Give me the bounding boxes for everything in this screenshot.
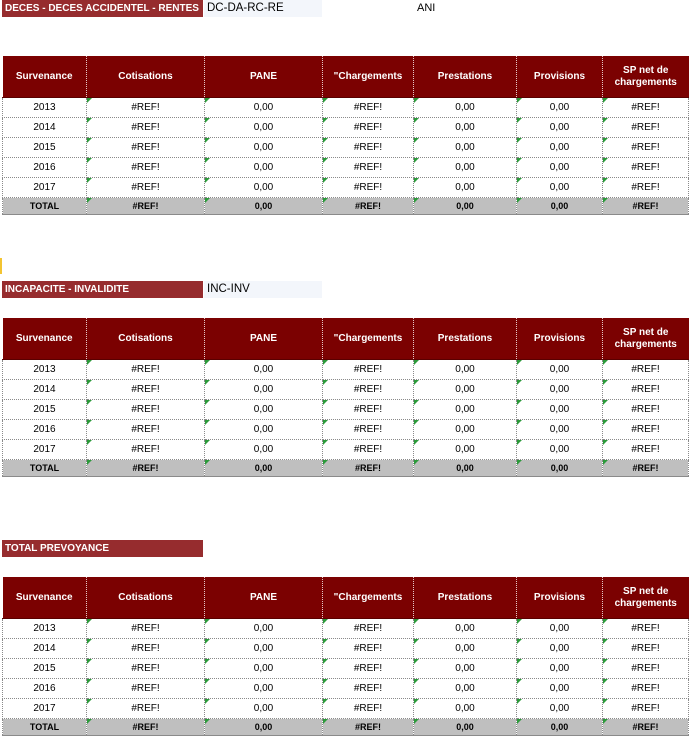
table-incapacite xyxy=(2,318,689,477)
table-cell[interactable]: 0,00 xyxy=(205,118,323,138)
total-cell[interactable]: TOTAL xyxy=(3,198,87,215)
table-cell[interactable]: #REF! xyxy=(87,440,205,460)
table-cell[interactable]: 2015 xyxy=(3,659,87,679)
table-cell[interactable]: 2013 xyxy=(3,619,87,639)
table-cell[interactable]: 2015 xyxy=(3,138,87,158)
column-header-0[interactable]: Survenance xyxy=(3,577,87,619)
table-cell[interactable]: 0,00 xyxy=(414,380,517,400)
total-cell[interactable]: #REF! xyxy=(323,198,414,215)
table-row xyxy=(3,360,689,380)
total-cell[interactable]: 0,00 xyxy=(517,198,603,215)
table-cell[interactable]: 0,00 xyxy=(205,639,323,659)
section-title-deces[interactable]: DECES - DECES ACCIDENTEL - RENTES xyxy=(2,0,203,17)
table-cell[interactable]: #REF! xyxy=(87,360,205,380)
table-cell[interactable]: #REF! xyxy=(87,659,205,679)
column-header-0[interactable]: Survenance xyxy=(3,56,87,98)
total-cell[interactable]: 0,00 xyxy=(517,719,603,736)
total-cell[interactable]: 0,00 xyxy=(205,198,323,215)
total-cell[interactable]: TOTAL xyxy=(3,719,87,736)
table-cell[interactable]: 0,00 xyxy=(414,138,517,158)
table-cell[interactable]: #REF! xyxy=(603,420,689,440)
table-cell[interactable]: 0,00 xyxy=(517,360,603,380)
table-row xyxy=(3,178,689,198)
table-cell[interactable]: 2013 xyxy=(3,360,87,380)
table-cell[interactable]: 0,00 xyxy=(414,639,517,659)
column-header-5[interactable]: Provisions xyxy=(517,318,603,360)
table-cell[interactable]: 0,00 xyxy=(205,400,323,420)
table-header-row xyxy=(3,56,689,98)
table-cell[interactable]: 0,00 xyxy=(205,619,323,639)
total-row xyxy=(3,460,689,477)
table-cell[interactable]: 0,00 xyxy=(517,380,603,400)
table-cell[interactable]: #REF! xyxy=(87,639,205,659)
table-cell[interactable]: #REF! xyxy=(603,400,689,420)
total-cell[interactable]: #REF! xyxy=(323,719,414,736)
column-header-3[interactable]: "Chargements xyxy=(323,56,414,98)
table-cell[interactable]: #REF! xyxy=(87,118,205,138)
table-cell[interactable]: 0,00 xyxy=(414,400,517,420)
column-header-4[interactable]: Prestations xyxy=(414,577,517,619)
column-header-5[interactable]: Provisions xyxy=(517,56,603,98)
table-row xyxy=(3,380,689,400)
table-cell[interactable]: 0,00 xyxy=(414,98,517,118)
table-cell[interactable]: 2016 xyxy=(3,158,87,178)
table-cell[interactable]: 0,00 xyxy=(517,158,603,178)
total-cell[interactable]: TOTAL xyxy=(3,460,87,477)
table-cell[interactable]: #REF! xyxy=(603,360,689,380)
table-cell[interactable]: 0,00 xyxy=(517,400,603,420)
table-row xyxy=(3,639,689,659)
table-cell[interactable]: 0,00 xyxy=(205,440,323,460)
table-cell[interactable]: #REF! xyxy=(603,639,689,659)
table-cell[interactable]: #REF! xyxy=(603,679,689,699)
column-header-6[interactable]: SP net de chargements xyxy=(603,56,689,98)
table-cell[interactable]: #REF! xyxy=(323,420,414,440)
table-cell[interactable]: #REF! xyxy=(323,639,414,659)
total-row xyxy=(3,198,689,215)
table-cell[interactable]: 0,00 xyxy=(517,118,603,138)
table-cell[interactable]: #REF! xyxy=(323,178,414,198)
table-cell[interactable]: 0,00 xyxy=(414,118,517,138)
table-cell[interactable]: 0,00 xyxy=(517,699,603,719)
table-cell[interactable]: 2016 xyxy=(3,679,87,699)
table-cell[interactable]: #REF! xyxy=(603,178,689,198)
column-header-2[interactable]: PANE xyxy=(205,56,323,98)
table-cell[interactable]: 0,00 xyxy=(517,98,603,118)
section-title-incapacite[interactable]: INCAPACITE - INVALIDITE xyxy=(2,281,203,298)
table-row xyxy=(3,98,689,118)
table-cell[interactable]: 0,00 xyxy=(205,380,323,400)
total-cell[interactable]: 0,00 xyxy=(517,460,603,477)
table-cell[interactable]: 0,00 xyxy=(205,138,323,158)
table-cell[interactable]: #REF! xyxy=(603,138,689,158)
column-header-2[interactable]: PANE xyxy=(205,577,323,619)
section-code-incapacite[interactable]: INC-INV xyxy=(204,281,322,298)
table-cell[interactable]: 0,00 xyxy=(205,178,323,198)
table-cell[interactable]: 2014 xyxy=(3,118,87,138)
table-cell[interactable]: #REF! xyxy=(87,138,205,158)
column-header-4[interactable]: Prestations xyxy=(414,318,517,360)
total-cell[interactable]: #REF! xyxy=(87,719,205,736)
table-cell[interactable]: 0,00 xyxy=(205,98,323,118)
table-cell[interactable]: #REF! xyxy=(323,158,414,178)
table-cell[interactable]: #REF! xyxy=(323,679,414,699)
table-cell[interactable]: #REF! xyxy=(323,659,414,679)
table-cell[interactable]: #REF! xyxy=(87,178,205,198)
table-cell[interactable]: 0,00 xyxy=(414,440,517,460)
table-cell[interactable]: #REF! xyxy=(87,619,205,639)
table-cell[interactable]: #REF! xyxy=(603,158,689,178)
table-cell[interactable]: #REF! xyxy=(603,98,689,118)
table-cell[interactable]: 0,00 xyxy=(414,178,517,198)
table-row xyxy=(3,400,689,420)
total-cell[interactable]: 0,00 xyxy=(205,460,323,477)
table-cell[interactable]: 0,00 xyxy=(414,699,517,719)
table-cell[interactable]: 0,00 xyxy=(517,178,603,198)
total-cell[interactable]: #REF! xyxy=(603,198,689,215)
table-cell[interactable]: 0,00 xyxy=(517,138,603,158)
table-cell[interactable]: #REF! xyxy=(323,619,414,639)
table-row xyxy=(3,699,689,719)
table-cell[interactable]: 2014 xyxy=(3,639,87,659)
table-cell[interactable]: 2014 xyxy=(3,380,87,400)
table-cell[interactable]: 0,00 xyxy=(414,659,517,679)
table-cell[interactable]: #REF! xyxy=(603,380,689,400)
table-cell[interactable]: #REF! xyxy=(603,659,689,679)
table-cell[interactable]: 0,00 xyxy=(517,679,603,699)
column-header-1[interactable]: Cotisations xyxy=(87,318,205,360)
table-cell[interactable]: #REF! xyxy=(323,400,414,420)
total-cell[interactable]: #REF! xyxy=(323,460,414,477)
total-cell[interactable]: 0,00 xyxy=(414,198,517,215)
table-total-prevoyance xyxy=(2,577,689,736)
table-cell[interactable]: 0,00 xyxy=(205,420,323,440)
table-row xyxy=(3,118,689,138)
total-cell[interactable]: #REF! xyxy=(87,460,205,477)
section-title-total-prevoyance[interactable]: TOTAL PREVOYANCE xyxy=(2,540,203,557)
table-cell[interactable]: 2017 xyxy=(3,440,87,460)
table-cell[interactable]: 2015 xyxy=(3,400,87,420)
table-cell[interactable]: 0,00 xyxy=(414,360,517,380)
total-cell[interactable]: 0,00 xyxy=(205,719,323,736)
column-header-1[interactable]: Cotisations xyxy=(87,56,205,98)
total-cell[interactable]: #REF! xyxy=(603,460,689,477)
table-cell[interactable]: #REF! xyxy=(87,679,205,699)
cell-selection-marker xyxy=(0,258,2,274)
table-cell[interactable]: 0,00 xyxy=(414,619,517,639)
table-cell[interactable]: #REF! xyxy=(323,118,414,138)
column-header-0[interactable]: Survenance xyxy=(3,318,87,360)
column-header-5[interactable]: Provisions xyxy=(517,577,603,619)
table-row xyxy=(3,679,689,699)
table-cell[interactable]: 0,00 xyxy=(414,679,517,699)
total-cell[interactable]: #REF! xyxy=(603,719,689,736)
table-cell[interactable]: #REF! xyxy=(323,138,414,158)
table-cell[interactable]: 0,00 xyxy=(205,679,323,699)
total-cell[interactable]: #REF! xyxy=(87,198,205,215)
table-cell[interactable]: 0,00 xyxy=(205,659,323,679)
table-cell[interactable]: 0,00 xyxy=(205,360,323,380)
section-code-deces[interactable]: DC-DA-RC-RE xyxy=(204,0,322,17)
table-cell[interactable]: 0,00 xyxy=(517,659,603,679)
table-cell[interactable]: 0,00 xyxy=(414,158,517,178)
table-row xyxy=(3,619,689,639)
table-cell[interactable]: #REF! xyxy=(603,699,689,719)
table-cell[interactable]: 2016 xyxy=(3,420,87,440)
table-row xyxy=(3,138,689,158)
column-header-6[interactable]: SP net de chargements xyxy=(603,318,689,360)
column-header-2[interactable]: PANE xyxy=(205,318,323,360)
total-row xyxy=(3,719,689,736)
column-header-1[interactable]: Cotisations xyxy=(87,577,205,619)
table-cell[interactable]: #REF! xyxy=(87,400,205,420)
column-header-3[interactable]: "Chargements xyxy=(323,318,414,360)
table-cell[interactable]: 0,00 xyxy=(205,699,323,719)
table-row xyxy=(3,440,689,460)
table-cell[interactable]: #REF! xyxy=(323,380,414,400)
table-cell[interactable]: #REF! xyxy=(87,420,205,440)
table-cell[interactable]: 0,00 xyxy=(205,158,323,178)
column-header-6[interactable]: SP net de chargements xyxy=(603,577,689,619)
table-cell[interactable]: #REF! xyxy=(323,699,414,719)
table-cell[interactable]: 0,00 xyxy=(517,639,603,659)
table-cell[interactable]: 0,00 xyxy=(517,619,603,639)
column-header-4[interactable]: Prestations xyxy=(414,56,517,98)
total-cell[interactable]: 0,00 xyxy=(414,460,517,477)
table-deces xyxy=(2,56,689,215)
table-header-row xyxy=(3,318,689,360)
table-cell[interactable]: 0,00 xyxy=(414,420,517,440)
table-cell[interactable]: #REF! xyxy=(603,619,689,639)
table-cell[interactable]: #REF! xyxy=(603,118,689,138)
table-cell[interactable]: 0,00 xyxy=(517,440,603,460)
table-cell[interactable]: 2017 xyxy=(3,178,87,198)
table-cell[interactable]: #REF! xyxy=(87,699,205,719)
table-cell[interactable]: #REF! xyxy=(87,98,205,118)
column-header-3[interactable]: "Chargements xyxy=(323,577,414,619)
ani-label[interactable]: ANI xyxy=(417,2,436,14)
table-cell[interactable]: #REF! xyxy=(323,440,414,460)
table-cell[interactable]: 0,00 xyxy=(517,420,603,440)
table-row xyxy=(3,420,689,440)
table-row xyxy=(3,659,689,679)
total-cell[interactable]: 0,00 xyxy=(414,719,517,736)
table-row xyxy=(3,158,689,178)
table-header-row xyxy=(3,577,689,619)
table-cell[interactable]: #REF! xyxy=(87,380,205,400)
table-cell[interactable]: #REF! xyxy=(323,98,414,118)
table-cell[interactable]: 2017 xyxy=(3,699,87,719)
table-cell[interactable]: #REF! xyxy=(87,158,205,178)
table-cell[interactable]: 2013 xyxy=(3,98,87,118)
table-cell[interactable]: #REF! xyxy=(323,360,414,380)
table-cell[interactable]: #REF! xyxy=(603,440,689,460)
